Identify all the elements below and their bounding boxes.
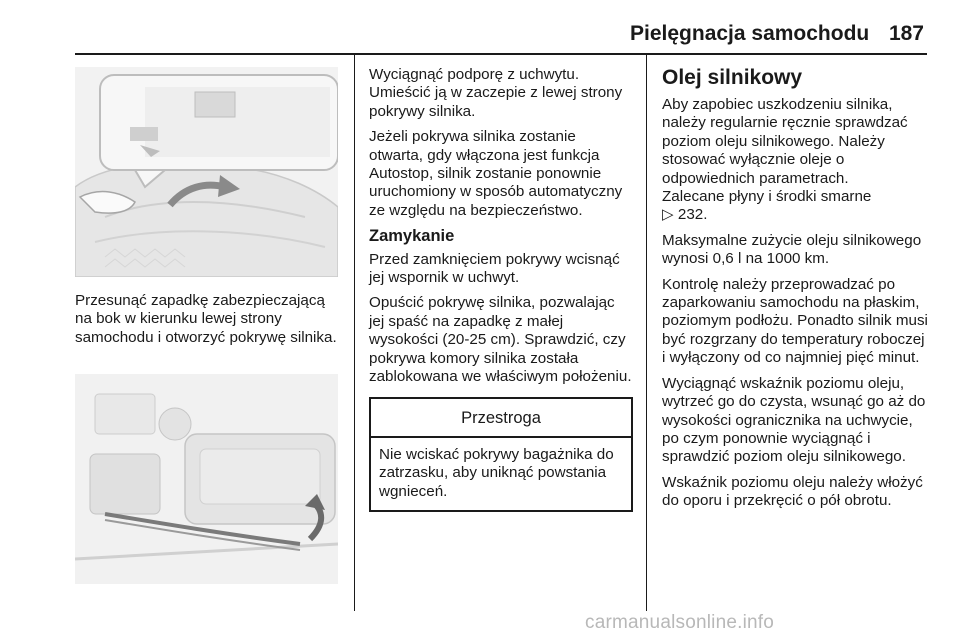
page-number: 187 <box>888 22 924 45</box>
oil-consumption: Maksymalne zużycie oleju silnikowego wynosi 0,6 l na 1000 km. <box>662 231 922 268</box>
recommended-fluids-reference: Zalecane płyny i środki smarne <box>662 188 872 206</box>
page-reference <box>662 206 930 224</box>
instruction-support-rod: Wyciągnąć podporę z uchwytu. Umieścić ją w zaczepie z lewej strony pokrywy silnika. <box>369 66 623 120</box>
hood-latch-illustration <box>75 67 338 277</box>
column-divider-right <box>646 55 647 611</box>
page-reference-number[interactable]: 232. <box>677 206 708 224</box>
right-column-text <box>662 66 930 518</box>
closing-heading: Zamykanie <box>369 227 455 246</box>
caution-box <box>369 397 633 513</box>
dipstick-insertion: Wskaźnik poziomu oleju należy włożyć do oporu i przekręcić o pół obrotu. <box>662 473 923 510</box>
left-column-text <box>75 292 345 354</box>
closing-step-1: Przed zamknięciem pokrywy wcisnąć jej wspornik w uchwyt. <box>369 250 620 287</box>
instruction-open-hood: Przesunąć zapadkę zabezpieczającą na bok w kierunku lewej strony samochodu i otworzyć pokrywę silnika. <box>75 292 337 346</box>
caution-text: Nie wciskać pokrywy bagażnika do zatrzasku, aby uniknąć powstania wgnieceń. <box>379 445 614 500</box>
middle-column-text <box>369 66 633 512</box>
engine-oil-heading: Olej silnikowy <box>662 66 803 89</box>
column-divider-left <box>354 55 355 611</box>
dipstick-procedure: Wyciągnąć wskaźnik poziomu oleju, wytrzeć go do czysta, wsunąć go aż do wysokości ogranicznika na uchwycie, po czym ponownie wyciągnąć i sprawdzić poziom oleju silnikowego. <box>662 374 926 466</box>
header-rule <box>75 53 927 55</box>
engine-compartment-illustration <box>75 374 338 584</box>
page-header-title: Pielęgnacja samochodu <box>630 22 870 45</box>
caution-title: Przestroga <box>371 399 631 438</box>
check-conditions: Kontrolę należy przeprowadzać po zaparkowaniu samochodu na płaskim, poziomym podłożu. Ponadto silnik musi być rozgrzany do temperatury roboczej i wyłączony od co najmniej pięć minut. <box>662 275 928 367</box>
oil-check-intro: Aby zapobiec uszkodzeniu silnika, należy regularnie ręcznie sprawdzać poziom oleju silnikowego. Należy stosować wyłącznie oleje o odpowiednich parametrach. <box>662 96 908 187</box>
closing-step-2: Opuścić pokrywę silnika, pozwalając jej spaść na zapadkę z małej wysokości (20-25 cm). Sprawdzić, czy pokrywa komory silnika została zablokowana we właściwym położeniu. <box>369 294 632 386</box>
autostop-note: Jeżeli pokrywa silnika zostanie otwarta, gdy włączona jest funkcja Autostop, silnik zostanie ponownie uruchomiony w sposób automatyczny ze względu na bezpieczeństwo. <box>369 128 623 219</box>
watermark: carmanualsonline.info <box>585 612 775 633</box>
cross-reference-arrow-icon: ▷ <box>662 206 678 224</box>
